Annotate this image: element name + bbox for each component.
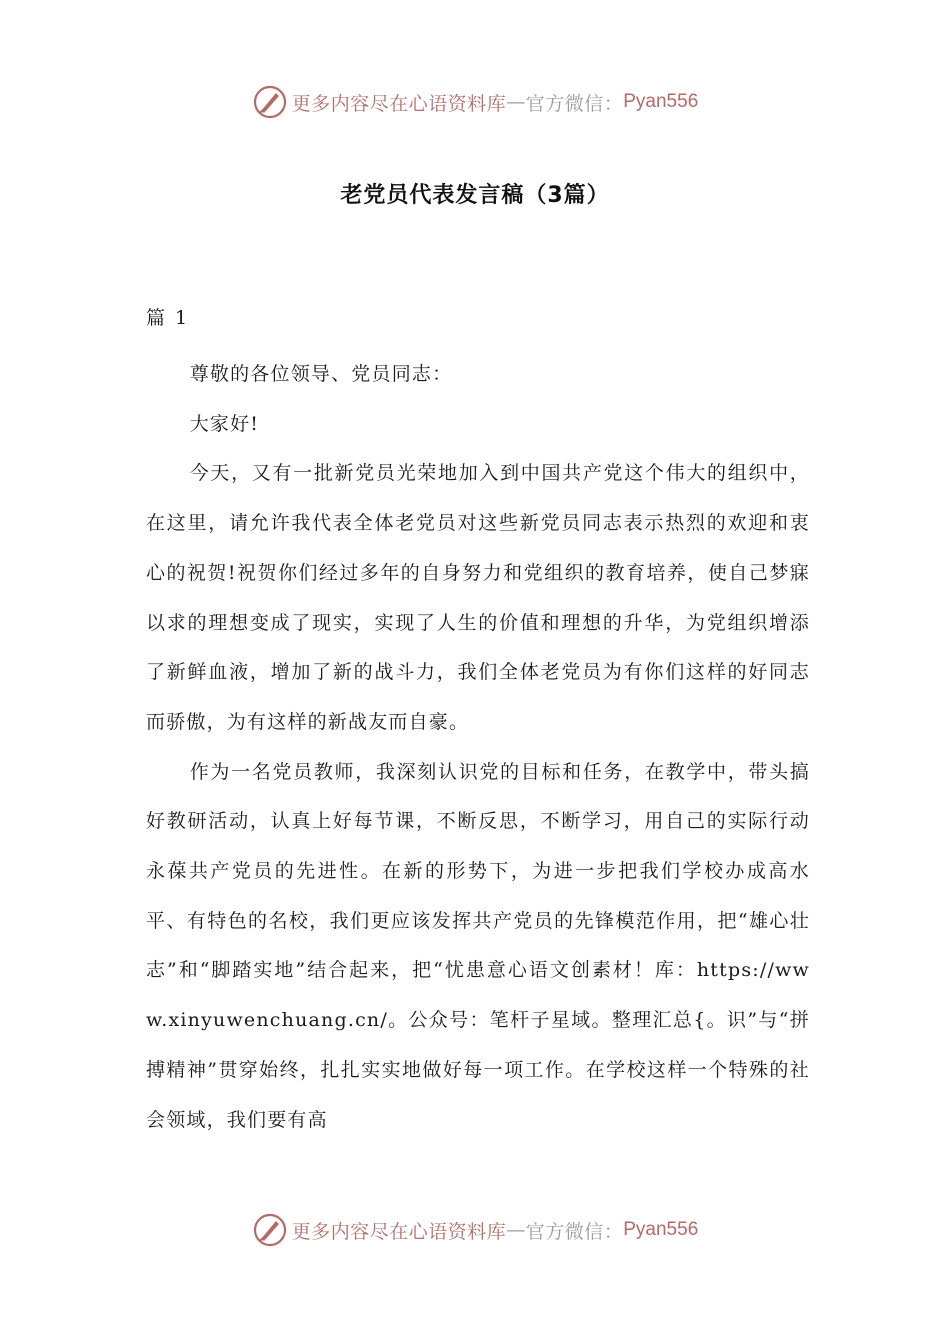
document-title: 老党员代表发言稿（3篇） <box>340 183 610 208</box>
footer-watermark-banner <box>0 1208 950 1252</box>
footer-wechat-account: Pyan556 <box>623 1219 699 1240</box>
header-wechat-account: Pyan556 <box>623 91 699 112</box>
header-wechat-label: 官方微信： <box>525 92 624 115</box>
quill-pen-logo-icon <box>252 1212 288 1248</box>
salutation: 尊敬的各位领导、党员同志： <box>189 363 453 385</box>
header-watermark-banner <box>0 80 950 124</box>
document-body <box>146 300 810 1145</box>
header-brand-text: 更多内容尽在心语资料库 <box>291 92 507 115</box>
section-label: 篇 1 <box>146 307 190 329</box>
body-paragraph-2: 作为一名党员教师，我深刻认识党的目标和任务，在教学中，带头搞好教研活动，认真上好每节课，不断反思，不断学习，用自己的实际行动永葆共产党员的先进性。在新的形势下，为进一步把我们学校办成高水平、有特色的名校，我们更应该发挥共产党员的先锋模范作用，把“雄心壮志”和“脚踏实地”结合起来，把“忧患意心语文创素材！库：https://www.xinyuwenchuang.cn/。公众号：笔杆子星域。整理汇总{。识”与“拼搏精神”贯穿始终，扎扎实实地做好每一项工作。在学校这样一个特殊的社会领域，我们要有高 <box>146 760 810 1131</box>
header-separator: — <box>506 91 526 113</box>
greeting: 大家好! <box>189 412 260 435</box>
footer-separator: — <box>506 1219 526 1241</box>
body-paragraph-1: 今天，又有一批新党员光荣地加入到中国共产党这个伟大的组织中，在这里，请允许我代表全体老党员对这些新党员同志表示热烈的欢迎和衷心的祝贺!祝贺你们经过多年的自身努力和党组织的教育培养，使自己梦寐以求的理想变成了现实，实现了人生的价值和理想的升华，为党组织增添了新鲜血液，增加了新的战斗力，我们全体老党员为有你们这样的好同志而骄傲，为有这样的新战友而自豪。 <box>146 462 810 733</box>
footer-brand-text: 更多内容尽在心语资料库 <box>291 1220 507 1243</box>
quill-pen-logo-icon <box>252 84 288 120</box>
footer-wechat-label: 官方微信： <box>525 1220 624 1243</box>
